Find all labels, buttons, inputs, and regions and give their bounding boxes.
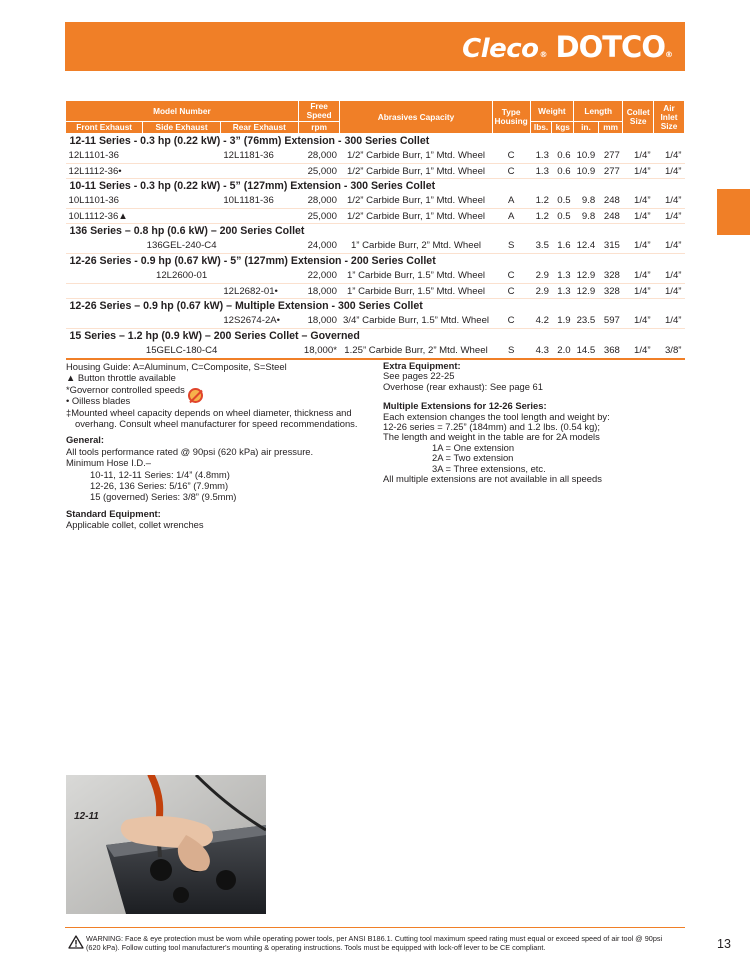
side-exhaust-cell: 12L2600-01: [143, 269, 220, 284]
rpm-cell: 22,000: [298, 269, 340, 284]
abrasive-cell: 1/2” Carbide Burr, 1” Mtd. Wheel: [340, 149, 492, 164]
length-mm-cell: 248: [598, 209, 623, 224]
hose-size-3: 15 (governed) Series: 3/8” (9.5mm): [90, 491, 237, 503]
air-inlet-cell: 3/8”: [654, 344, 685, 359]
collet-size-cell: 1/4”: [623, 209, 654, 224]
notes-left: [66, 361, 366, 531]
extra-equipment-2: Overhose (rear exhaust): See page 61: [383, 380, 543, 392]
photo-label: 12-11: [74, 811, 99, 822]
rear-exhaust-cell: 12L1181-36: [220, 149, 298, 164]
general-pressure: All tools performance rated @ 90psi (620 kPa) air pressure.: [66, 445, 314, 457]
collet-size-cell: 1/4”: [623, 149, 654, 164]
button-throttle-note: ▲ Button throttle available: [66, 372, 176, 384]
series-heading-row: [66, 134, 685, 149]
series-heading: 12-26 Series – 0.9 hp (0.67 kW) – Multiple Extension - 300 Series Collet: [69, 300, 423, 313]
th-abrasives-capacity: Abrasives Capacity: [340, 101, 492, 134]
housing-guide: Housing Guide: A=Aluminum, C=Composite, S=Steel: [66, 361, 287, 372]
th-kgs: kgs: [552, 122, 574, 134]
weight-lbs-cell: 4.2: [530, 314, 552, 329]
air-inlet-cell: 1/4”: [654, 239, 685, 254]
weight-lbs-cell: 3.5: [530, 239, 552, 254]
length-in-cell: 12.9: [574, 269, 599, 284]
length-mm-cell: 328: [598, 284, 623, 299]
front-exhaust-cell: [66, 284, 143, 299]
front-exhaust-cell: [66, 344, 143, 359]
length-mm-cell: 315: [598, 239, 623, 254]
hose-size-1: 10-11, 12-11 Series: 1/4” (4.8mm): [90, 468, 230, 480]
weight-lbs-cell: 1.2: [530, 209, 552, 224]
weight-lbs-cell: 1.3: [530, 149, 552, 164]
weight-lbs-cell: 4.3: [530, 344, 552, 359]
length-in-cell: 12.9: [574, 284, 599, 299]
side-exhaust-cell: [143, 314, 220, 329]
brand-cleco-reg: ®: [539, 50, 548, 59]
th-model-number: Model Number: [66, 101, 299, 122]
multi-extension-6: 3A = Three extensions, etc.: [432, 462, 546, 474]
spec-table-body: [66, 134, 685, 359]
weight-kgs-cell: 1.9: [552, 314, 574, 329]
brand-logo: [462, 30, 673, 64]
oilless-note: • Oilless blades: [66, 395, 131, 407]
air-inlet-cell: 1/4”: [654, 284, 685, 299]
length-mm-cell: 328: [598, 269, 623, 284]
length-in-cell: 10.9: [574, 164, 599, 179]
table-row: [66, 269, 685, 284]
multi-extension-heading: Multiple Extensions for 12-26 Series:: [383, 400, 547, 412]
type-housing-cell: S: [492, 239, 530, 254]
side-exhaust-cell: [143, 164, 220, 179]
abrasive-cell: 1.25” Carbide Burr, 2” Mtd. Wheel: [340, 344, 492, 359]
header-bar: [65, 22, 685, 71]
warning-triangle-icon: [68, 935, 84, 949]
page-number: 13: [717, 937, 731, 951]
air-inlet-cell: 1/4”: [654, 209, 685, 224]
th-length: Length: [574, 101, 623, 122]
header-row-1: [66, 101, 685, 122]
weight-kgs-cell: 1.3: [552, 284, 574, 299]
collet-size-cell: 1/4”: [623, 284, 654, 299]
notes-right: [383, 361, 683, 484]
series-heading: 15 Series – 1.2 hp (0.9 kW) – 200 Series Collet – Governed: [69, 330, 360, 343]
front-exhaust-cell: 12L1112-36•: [66, 164, 143, 179]
side-exhaust-cell: [143, 149, 220, 164]
length-in-cell: 10.9: [574, 149, 599, 164]
warning-line-2: (620 kPa). Follow cutting tool manufacturer's mounting & operating instructions. Tools must be equipped with lock-off lever to be CE compliant.: [86, 943, 546, 952]
weight-kgs-cell: 1.6: [552, 239, 574, 254]
side-exhaust-cell: [143, 284, 220, 299]
table-row: [66, 239, 685, 254]
rear-exhaust-cell: [220, 344, 298, 359]
multi-extension-4: 1A = One extension: [432, 441, 515, 453]
abrasive-cell: 1/2” Carbide Burr, 1” Mtd. Wheel: [340, 194, 492, 209]
multi-extension-3: The length and weight in the table are for 2A models: [383, 431, 600, 443]
front-exhaust-cell: [66, 239, 143, 254]
th-collet-size: Collet Size: [623, 101, 654, 134]
th-side-exhaust: Side Exhaust: [143, 122, 220, 134]
general-heading: General:: [66, 434, 105, 446]
side-exhaust-cell: [143, 209, 220, 224]
rpm-cell: 18,000*: [298, 344, 340, 359]
front-exhaust-cell: [66, 314, 143, 329]
brand-dotco: DOTCO: [555, 30, 665, 64]
weight-lbs-cell: 2.9: [530, 284, 552, 299]
standard-equipment-heading: Standard Equipment:: [66, 507, 161, 519]
rpm-cell: 28,000: [298, 149, 340, 164]
side-exhaust-cell: 136GEL-240-C4: [143, 239, 220, 254]
collet-size-cell: 1/4”: [623, 269, 654, 284]
front-exhaust-cell: 10L1101-36: [66, 194, 143, 209]
rpm-cell: 18,000: [298, 314, 340, 329]
table-row: [66, 344, 685, 359]
th-air-inlet-size: Air Inlet Size: [654, 101, 685, 134]
type-housing-cell: A: [492, 209, 530, 224]
warning-text: [86, 934, 686, 952]
abrasive-cell: 3/4” Carbide Burr, 1.5” Mtd. Wheel: [340, 314, 492, 329]
series-heading-row: [66, 179, 685, 194]
no-oil-icon: [188, 388, 203, 403]
rear-exhaust-cell: 10L1181-36: [220, 194, 298, 209]
abrasive-cell: 1” Carbide Burr, 1.5” Mtd. Wheel: [340, 284, 492, 299]
footer-rule: [65, 927, 685, 928]
front-exhaust-cell: 12L1101-36: [66, 149, 143, 164]
rpm-cell: 28,000: [298, 194, 340, 209]
series-heading-row: [66, 254, 685, 269]
rear-exhaust-cell: 12L2682-01•: [220, 284, 298, 299]
table-row: [66, 284, 685, 299]
extra-equipment-heading: Extra Equipment:: [383, 360, 461, 371]
series-heading: 12-26 Series - 0.9 hp (0.67 kW) - 5” (127mm) Extension - 200 Series Collet: [69, 255, 436, 268]
side-exhaust-cell: 15GELC-180-C4: [143, 344, 220, 359]
product-photo-illustration: [66, 775, 266, 914]
length-mm-cell: 368: [598, 344, 623, 359]
product-photo: [66, 775, 266, 914]
rear-exhaust-cell: [220, 269, 298, 284]
brand-dotco-reg: ®: [665, 50, 673, 59]
series-heading: 10-11 Series - 0.3 hp (0.22 kW) - 5” (127mm) Extension - 300 Series Collet: [69, 180, 436, 193]
mounted-wheel-note-1: ‡Mounted wheel capacity depends on wheel diameter, thickness and: [66, 406, 352, 418]
multi-extension-1: Each extension changes the tool length and weight by:: [383, 410, 610, 422]
air-inlet-cell: 1/4”: [654, 314, 685, 329]
mounted-wheel-note-2: overhang. Consult wheel manufacturer for speed recommendations.: [75, 418, 358, 430]
rear-exhaust-cell: [220, 209, 298, 224]
type-housing-cell: C: [492, 164, 530, 179]
table-row: [66, 194, 685, 209]
length-in-cell: 9.8: [574, 209, 599, 224]
governor-note: *Governor controlled speeds: [66, 383, 185, 395]
table-row: [66, 314, 685, 329]
series-heading: 12-11 Series - 0.3 hp (0.22 kW) - 3” (76mm) Extension - 300 Series Collet: [69, 135, 430, 148]
th-rpm: rpm: [298, 122, 340, 134]
th-rear-exhaust: Rear Exhaust: [220, 122, 298, 134]
series-heading-row: [66, 224, 685, 239]
collet-size-cell: 1/4”: [623, 239, 654, 254]
weight-kgs-cell: 0.5: [552, 209, 574, 224]
rear-exhaust-cell: [220, 164, 298, 179]
air-inlet-cell: 1/4”: [654, 194, 685, 209]
section-side-tab: [717, 189, 750, 235]
front-exhaust-cell: 10L1112-36▲: [66, 209, 143, 224]
collet-size-cell: 1/4”: [623, 314, 654, 329]
type-housing-cell: C: [492, 314, 530, 329]
table-row: [66, 164, 685, 179]
length-mm-cell: 248: [598, 194, 623, 209]
weight-kgs-cell: 0.5: [552, 194, 574, 209]
weight-lbs-cell: 2.9: [530, 269, 552, 284]
spec-table: [65, 100, 685, 360]
rear-exhaust-cell: 12S2674-2A•: [220, 314, 298, 329]
length-in-cell: 23.5: [574, 314, 599, 329]
air-inlet-cell: 1/4”: [654, 269, 685, 284]
air-inlet-cell: 1/4”: [654, 164, 685, 179]
weight-kgs-cell: 0.6: [552, 164, 574, 179]
abrasive-cell: 1” Carbide Burr, 1.5” Mtd. Wheel: [340, 269, 492, 284]
multi-extension-7: All multiple extensions are not available in all speeds: [383, 473, 602, 485]
type-housing-cell: C: [492, 284, 530, 299]
series-heading: 136 Series – 0.8 hp (0.6 kW) – 200 Series Collet: [69, 225, 305, 238]
brand-cleco: Cleco: [462, 34, 539, 64]
weight-kgs-cell: 0.6: [552, 149, 574, 164]
table-row: [66, 149, 685, 164]
collet-size-cell: 1/4”: [623, 194, 654, 209]
rpm-cell: 25,000: [298, 164, 340, 179]
series-heading-row: [66, 299, 685, 314]
rpm-cell: 24,000: [298, 239, 340, 254]
multi-extension-2: 12-26 series = 7.25” (184mm) and 1.2 lbs. (0.54 kg);: [383, 421, 601, 433]
extra-equipment-1: See pages 22-25: [383, 370, 455, 382]
air-inlet-cell: 1/4”: [654, 149, 685, 164]
length-mm-cell: 277: [598, 164, 623, 179]
th-mm: mm: [598, 122, 623, 134]
weight-lbs-cell: 1.2: [530, 194, 552, 209]
th-in: in.: [574, 122, 599, 134]
weight-kgs-cell: 2.0: [552, 344, 574, 359]
general-hose: Minimum Hose I.D.–: [66, 457, 151, 469]
collet-size-cell: 1/4”: [623, 344, 654, 359]
type-housing-cell: C: [492, 149, 530, 164]
th-weight: Weight: [530, 101, 573, 122]
abrasive-cell: 1/2” Carbide Burr, 1” Mtd. Wheel: [340, 164, 492, 179]
th-free-speed: Free Speed: [298, 101, 340, 122]
type-housing-cell: C: [492, 269, 530, 284]
standard-equipment-text: Applicable collet, collet wrenches: [66, 519, 204, 531]
length-in-cell: 14.5: [574, 344, 599, 359]
th-lbs: lbs.: [530, 122, 552, 134]
series-heading-row: [66, 329, 685, 344]
table-row: [66, 209, 685, 224]
weight-lbs-cell: 1.3: [530, 164, 552, 179]
length-mm-cell: 597: [598, 314, 623, 329]
weight-kgs-cell: 1.3: [552, 269, 574, 284]
collet-size-cell: 1/4”: [623, 164, 654, 179]
th-type-housing: Type Housing: [492, 101, 530, 134]
length-in-cell: 12.4: [574, 239, 599, 254]
rpm-cell: 25,000: [298, 209, 340, 224]
length-mm-cell: 277: [598, 149, 623, 164]
th-front-exhaust: Front Exhaust: [66, 122, 143, 134]
type-housing-cell: S: [492, 344, 530, 359]
side-exhaust-cell: [143, 194, 220, 209]
rear-exhaust-cell: [220, 239, 298, 254]
front-exhaust-cell: [66, 269, 143, 284]
length-in-cell: 9.8: [574, 194, 599, 209]
hose-size-2: 12-26, 136 Series: 5/16” (7.9mm): [90, 480, 229, 492]
rpm-cell: 18,000: [298, 284, 340, 299]
type-housing-cell: A: [492, 194, 530, 209]
warning-line-1: WARNING: Face & eye protection must be worn while operating power tools, per ANSI B186.1. Cutting tool maximum speed rating must equal or exceed speed of air tool @ 90psi: [86, 934, 663, 943]
multi-extension-5: 2A = Two extension: [432, 452, 514, 464]
abrasive-cell: 1” Carbide Burr, 2” Mtd. Wheel: [340, 239, 492, 254]
abrasive-cell: 1/2” Carbide Burr, 1” Mtd. Wheel: [340, 209, 492, 224]
